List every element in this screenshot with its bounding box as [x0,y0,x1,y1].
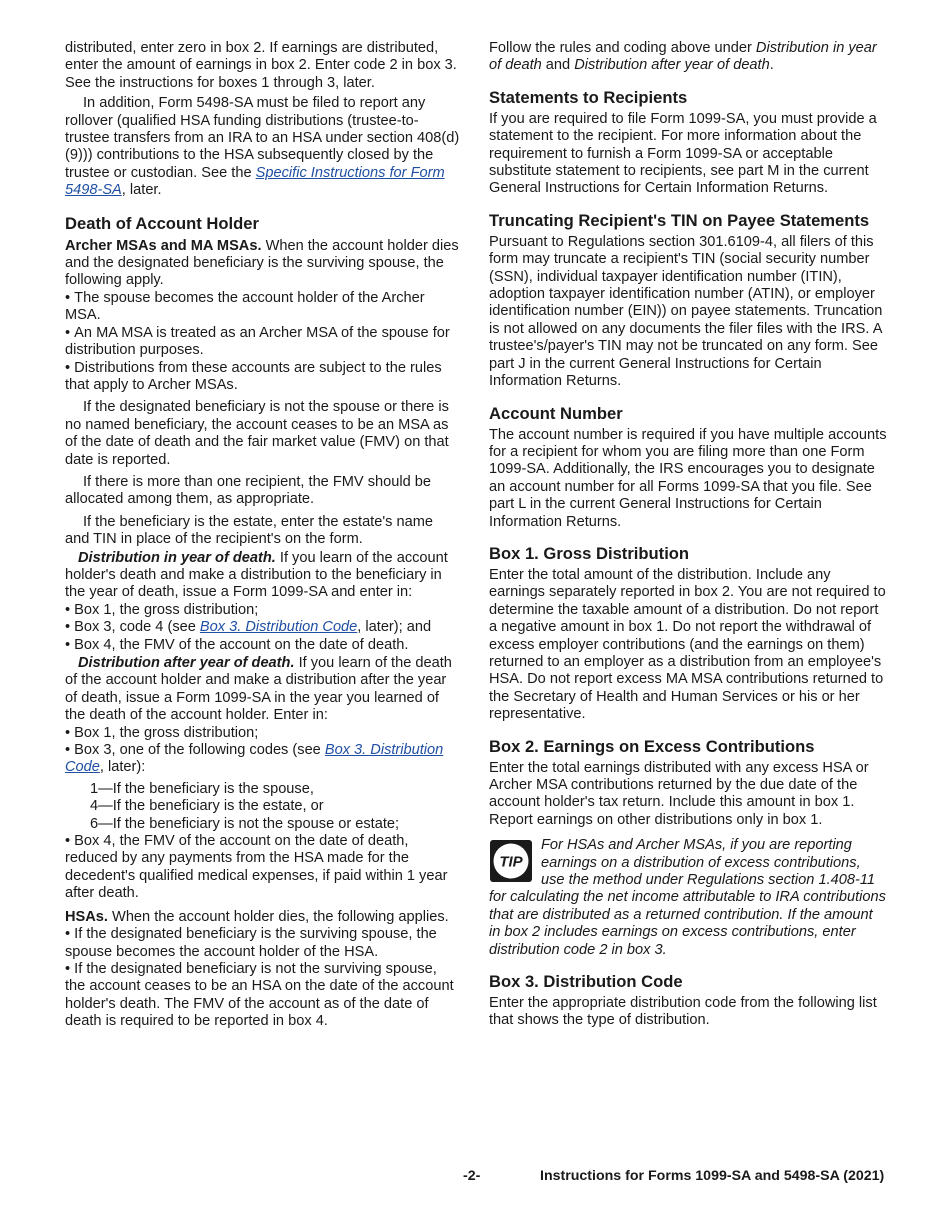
paragraph: Enter the total earnings distributed with any excess HSA or Archer MSA contributions returned by the due date of the account holder's tax return. Include this amount in box 1. Report earnings on other distributions only in box 1. [489,759,869,828]
paragraph: Distribution after year of death. If you learn of the death of the account holder and make a distribution after the year of death, issue a Form 1099-SA in the year you learned of the death of the account holder. Enter in: [65,655,452,724]
list-item: • Box 4, the FMV of the account on the date of death. [65,637,460,654]
list-item: • Box 4, the FMV of the account on the date of death, reduced by any payments from the HSA made for the decedent's qualified medical expenses, if paid within 1 year after death. [65,833,460,903]
paragraph: Distribution in year of death. If you learn of the account holder's death and make a distribution to the beneficiary in the year of death, issue a Form 1099-SA and enter in: [65,549,448,601]
heading-account-number: Account Number [489,403,623,423]
paragraph: If the beneficiary is the estate, enter the estate's name and TIN in place of the recipient's on the form. [65,513,433,548]
list-item: • If the designated beneficiary is not the surviving spouse, the account ceases to be an HSA on the date of the account holder's death. The FMV of the account as of the date of death is required to be reported in box 4. [65,961,460,1031]
list-item: • Box 1, the gross distribution; [65,725,460,742]
paragraph: HSAs. When the account holder dies, the following applies. [65,908,449,925]
tip-label: TIP [499,853,523,871]
tip-icon [489,839,533,883]
paragraph: Enter the appropriate distribution code from the following list that shows the type of distribution. [489,995,877,1029]
box3-distribution-code-link[interactable]: Box 3. Distribution Code [65,742,444,776]
list-item: • If the designated beneficiary is the surviving spouse, the spouse becomes the account holder of the HSA. [65,926,460,961]
heading-death-of-account-holder: Death of Account Holder [65,213,259,233]
heading-box3: Box 3. Distribution Code [489,972,683,992]
paragraph: Archer MSAs and MA MSAs. When the account holder dies and the designated beneficiary is the surviving spouse, the following apply. [65,237,459,289]
paragraph: Pursuant to Regulations section 301.6109-4, all filers of this form may truncate a recipient's TIN (social security number (SSN), individual taxpayer identification number (ITIN), adoption taxpayer identification number (ATIN), or employer identification number (EIN)) on payee statements. Truncation is not allowed on any documents the filer files with the IRS. A trustee's/payer's TIN may not be truncated on any form. See part J in the current General Instructions for Certain Information Returns. [489,233,883,390]
box3-distribution-code-link[interactable]: Box 3. Distribution Code [199,619,358,636]
code-list [65,781,460,833]
list-item: 4—If the beneficiary is the estate, or [90,798,324,815]
list-item: 6—If the beneficiary is not the spouse or estate; [90,815,400,832]
paragraph: Enter the total amount of the distribution. Include any earnings separately reported in box 2. You are not required to determine the taxable amount of a distribution. Do not report a negative amount in box 1. Do not report the withdrawal of excess employer contributions (and the earnings on them) returned to an employer as a distribution from an employee's HSA. Do not report excess MA MSA contributions returned to the Secretary of Health and Human Services or his or her representative. [489,566,886,723]
paragraph: If the designated beneficiary is not the spouse or there is no named beneficiary, the account ceases to be an MSA as of the date of death and the fair market value (FMV) on that date is reported. [65,399,449,468]
paragraph: The account number is required if you have multiple accounts for a recipient for whom you are filing more than one Form 1099-SA. Additionally, the IRS encourages you to designate an account number for all Forms 1099-SA that you file. See part L in the current General Instructions for Certain Information Returns. [489,426,887,530]
list-item: 1—If the beneficiary is the spouse, [90,780,314,797]
heading-truncating-tin: Truncating Recipient's TIN on Payee Statements [489,210,870,230]
paragraph: If there is more than one recipient, the FMV should be allocated among them, as appropriate. [65,473,432,508]
list-item: • Box 1, the gross distribution; [65,602,460,619]
paragraph: Follow the rules and coding above under Distribution in year of death and Distribution after year of death. [489,40,877,74]
right-column [489,40,887,1030]
footer-title: Instructions for Forms 1099-SA and 5498-SA (2021) [540,1168,885,1184]
heading-statements-to-recipients: Statements to Recipients [489,87,688,107]
specific-instructions-link[interactable]: Specific Instructions for Form 5498-SA [65,164,445,199]
paragraph: distributed, enter zero in box 2. If earnings are distributed, enter the amount of earnings in box 2. Enter code 2 in box 3. See the instructions for boxes 1 through 3, later. [65,40,457,91]
page-number: -2- [463,1168,481,1184]
heading-box1: Box 1. Gross Distribution [489,543,690,563]
tip-text: For HSAs and Archer MSAs, if you are reporting earnings on a distribution of excess contributions, use the method under Regulations section 1.408-11 for calculating the net income attributable to IRA contributions that are distributed as a returned contribution. If the amount in box 2 includes earnings on excess contributions, enter distribution code 2 in box 3. [489,837,886,958]
heading-box2: Box 2. Earnings on Excess Contributions [489,736,815,756]
list-item: • Box 3, one of the following codes (see Box 3. Distribution Code, later): [65,742,460,777]
left-column [65,40,460,1031]
list-item: • Box 3, code 4 (see Box 3. Distribution Code, later); and [65,619,460,636]
paragraph: In addition, Form 5498-SA must be filed to report any rollover (qualified HSA funding distributions (trustee-to-trustee transfers from an IRA to an HSA under section 408(d)(9))) contributions to the HSA subsequently closed by the trustee or custodian. See the Specific Instructions for Form 5498-SA, later. [65,95,460,199]
paragraph: If you are required to file Form 1099-SA, you must provide a statement to the recipient. For more information about the requirement to furnish a Form 1099-SA or acceptable substitute statement to recipients, see part M in the current General Instructions for Certain Information Returns. [489,110,877,197]
list-item: • An MA MSA is treated as an Archer MSA of the spouse for distribution purposes. [65,325,460,360]
list-item: • The spouse becomes the account holder of the Archer MSA. [65,290,460,325]
tip-box [489,837,887,959]
list-item: • Distributions from these accounts are subject to the rules that apply to Archer MSAs. [65,360,460,395]
